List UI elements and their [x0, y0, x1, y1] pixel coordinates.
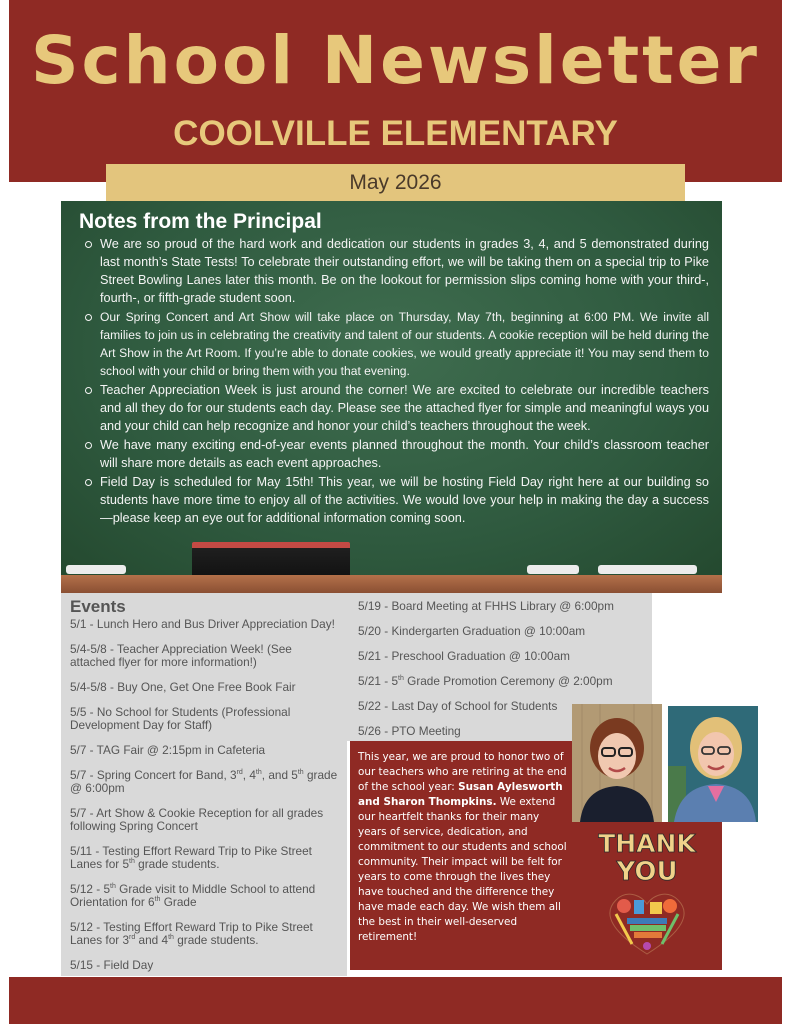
thank-you-graphic	[572, 822, 722, 970]
heart-school-supplies-icon	[610, 894, 684, 954]
retiree-names: Susan Aylesworth and Sharon Thompkins.	[358, 781, 563, 808]
chalk-piece	[527, 565, 579, 574]
chalk-tray	[61, 575, 722, 593]
chalk-piece	[66, 565, 126, 574]
note-item: Teacher Appreciation Week is just around the corner! We are excited to celebrate our incredible teachers and all they do for our students each day. Please see the attached flyer for simple and meaningful ways you and your child can help recognize and honor your child’s teachers throughout the week.	[81, 381, 709, 435]
note-item: Our Spring Concert and Art Show will take place on Thursday, May 7th, beginning at 6:00 PM. We invite all families to join us in celebrating the creativity and talent of our students. A cookie reception will be held during the Art Show in the Art Room. If you’re able to donate cookies, we would greatly appreciate it! You may send them to school with your child or bring them with you that evening.	[81, 308, 709, 380]
event-item: 5/21 - 5th Grade Promotion Ceremony @ 2:00pm	[358, 674, 613, 688]
event-item: 5/12 - 5th Grade visit to Middle School to attend Orientation for 6th Grade	[70, 882, 316, 909]
event-item: 5/21 - Preschool Graduation @ 10:00am	[358, 649, 570, 663]
event-item: 5/4-5/8 - Buy One, Get One Free Book Fair	[70, 680, 296, 694]
chalk-piece	[598, 565, 697, 574]
event-item: 5/12 - Testing Effort Reward Trip to Pike Street Lanes for 3rd and 4th grade students.	[70, 920, 313, 947]
teacher-photo-1	[572, 704, 662, 822]
event-item: 5/11 - Testing Effort Reward Trip to Pike Street Lanes for 5th grade students.	[70, 844, 312, 871]
retirement-text: This year, we are proud to honor two of our teachers who are retiring at the end of the school year: Susan Aylesworth and Sharon Thompkins. We extend our heartfelt thanks for their many years of service, dedication, and commitment to our students and school community. Their impact will be felt for years to come through the lives they have touched and the difference they have made each day. We wish them all the best in their well-deserved retirement!	[358, 751, 567, 943]
event-item: 5/7 - TAG Fair @ 2:15pm in Cafeteria	[70, 743, 266, 757]
chalkboard-eraser	[192, 542, 350, 579]
school-name: COOLVILLE ELEMENTARY	[173, 114, 618, 153]
events-panel-left	[61, 593, 347, 976]
retirement-panel	[350, 741, 572, 970]
event-item: 5/7 - Art Show & Cookie Reception for all grades following Spring Concert	[70, 806, 324, 833]
thank-you-panel	[572, 822, 722, 970]
event-item: 5/5 - No School for Students (Professional Development Day for Staff)	[70, 705, 291, 732]
teacher-photo-2	[668, 706, 758, 822]
principal-chalkboard	[61, 201, 722, 575]
issue-date: May 2026	[106, 164, 685, 201]
event-item: 5/26 - PTO Meeting	[358, 724, 461, 738]
event-item: 5/15 - Field Day	[70, 958, 154, 972]
event-item: 5/4-5/8 - Teacher Appreciation Week! (See attached flyer for more information!)	[70, 642, 292, 669]
thank-text: THANK	[598, 829, 696, 858]
event-item: 5/7 - Spring Concert for Band, 3rd, 4th, and 5th grade @ 6:00pm	[70, 768, 338, 795]
event-item: 5/22 - Last Day of School for Students	[358, 699, 558, 713]
note-item: We have many exciting end-of-year events planned throughout the month. Your child’s classroom teacher will share more details as each event approaches.	[81, 436, 709, 472]
note-item: We are so proud of the hard work and dedication our students in grades 3, 4, and 5 demonstrated during last month’s State Tests! To celebrate their outstanding effort, we will be taking them on a special trip to Pike Street Bowling Lanes later this month. Be on the lookout for permission slips coming home with your third-, fourth-, or fifth-grade student soon.	[81, 235, 709, 307]
event-item: 5/1 - Lunch Hero and Bus Driver Appreciation Day!	[70, 617, 335, 631]
principal-notes	[81, 235, 709, 528]
note-item: Field Day is scheduled for May 15th! This year, we will be hosting Field Day right here at our building so students have more time to enjoy all of the activities. We would love your help in making the day a success—please keep an eye out for additional information coming soon.	[81, 473, 709, 527]
event-item: 5/20 - Kindergarten Graduation @ 10:00am	[358, 624, 586, 638]
event-item: 5/19 - Board Meeting at FHHS Library @ 6:00pm	[358, 599, 614, 613]
events-heading: Events	[70, 597, 126, 616]
you-text: YOU	[616, 857, 678, 887]
newsletter-title: School Newsletter	[31, 22, 760, 99]
footer-band	[9, 977, 782, 1024]
principal-heading: Notes from the Principal	[79, 210, 322, 233]
